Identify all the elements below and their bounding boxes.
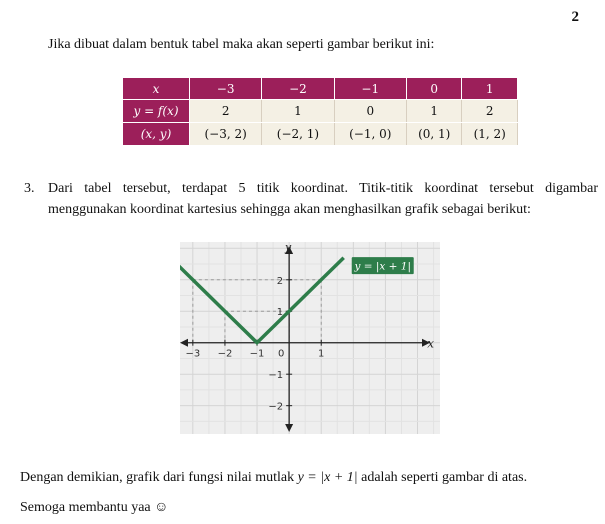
x-tick-label: −3	[185, 348, 201, 360]
conclusion-formula: y = |x + 1|	[297, 470, 358, 485]
list-item-number: 3.	[24, 181, 35, 196]
conclusion-text	[20, 470, 527, 486]
closing-text: Semoga membantu yaa ☺	[20, 500, 169, 515]
function-label-group	[352, 257, 414, 274]
series-line	[180, 258, 344, 343]
table-x-value: −1	[334, 78, 406, 100]
table-row-label: y = f(x)	[123, 100, 190, 123]
x-tick-label: −2	[217, 348, 233, 360]
function-label: y = |x + 1|	[354, 260, 412, 273]
table-x-value: 1	[462, 78, 518, 100]
page-number: 2	[571, 9, 579, 25]
y-tick-label: 2	[276, 275, 284, 287]
table-cell: (−3, 2)	[190, 123, 262, 146]
y-axis-label: y	[285, 242, 292, 254]
table-cell: (−2, 1)	[262, 123, 334, 146]
table-cell: (1, 2)	[462, 123, 518, 146]
list-item-text: Dari tabel tersebut, terdapat 5 titik koordinat. Titik-titik koordinat tersebut digambar menggunakan koordinat kartesius sehingga akan menghasilkan grafik sebagai berikut:	[48, 181, 598, 217]
table-x-value: −3	[190, 78, 262, 100]
x-tick-label: 1	[318, 348, 325, 360]
conclusion-after: adalah seperti gambar di atas.	[357, 470, 528, 485]
table-cell: 1	[262, 100, 334, 123]
y-tick-label: −1	[268, 370, 284, 382]
table-header-x: x	[123, 78, 190, 100]
x-tick-label: 0	[277, 348, 285, 360]
series	[180, 258, 344, 343]
table-cell: (0, 1)	[406, 123, 462, 146]
table-cell: 0	[334, 100, 406, 123]
table-cell: 2	[190, 100, 262, 123]
intro-text: Jika dibuat dalam bentuk tabel maka akan seperti gambar berikut ini:	[48, 37, 435, 52]
x-axis-arrow-left-icon	[180, 339, 188, 347]
x-axis-label: x	[427, 336, 434, 351]
x-tick-label: −1	[249, 348, 265, 360]
table-row	[123, 123, 518, 146]
table-cell: 2	[462, 100, 518, 123]
function-graph	[180, 242, 440, 434]
table-x-value: −2	[262, 78, 334, 100]
table-header-row	[123, 78, 518, 100]
y-tick-label: −2	[268, 401, 284, 413]
graph-canvas	[180, 242, 440, 434]
conclusion-before: Dengan demikian, grafik dari fungsi nilai mutlak	[20, 470, 298, 485]
y-tick-label: 1	[276, 307, 284, 319]
values-table	[122, 77, 518, 146]
table-x-value: 0	[406, 78, 462, 100]
table-row-label: (x, y)	[123, 123, 190, 146]
table-row	[123, 100, 518, 123]
y-axis-arrow-down-icon	[285, 424, 293, 432]
table-cell: (−1, 0)	[334, 123, 406, 146]
table-cell: 1	[406, 100, 462, 123]
